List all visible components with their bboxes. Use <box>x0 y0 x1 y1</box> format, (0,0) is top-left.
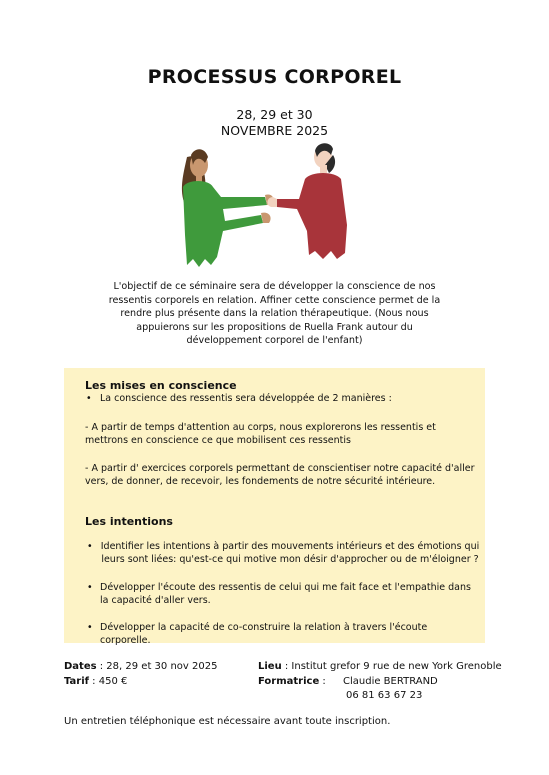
intro-paragraph: L'objectif de ce séminaire sera de développer la conscience de nos ressentis corporels en relation. Affiner cette conscience permet de la rendre plus présente dans la relation thérapeutique. (Nous nous appuierons sur les propositions de Ruella Frank autour du développement corporel de l'enfant) <box>108 281 441 346</box>
formatrice-info <box>258 675 326 688</box>
mises-para2: - A partir d' exercices corporels permettant de conscientiser notre capacité d'aller vers, de donner, de recevoir, les fondements de notre sécurité intérieure. <box>85 463 475 487</box>
section-heading-intentions: Les intentions <box>85 515 173 528</box>
lieu-info <box>258 660 502 673</box>
dates-label: Dates <box>64 661 97 672</box>
bullet-icon: • <box>86 393 92 404</box>
bullet-icon: • <box>87 622 93 633</box>
section-heading-mises: Les mises en conscience <box>85 379 237 392</box>
tarif-label: Tarif <box>64 676 89 687</box>
formatrice-label: Formatrice <box>258 676 320 687</box>
tarif-value: : 450 € <box>89 676 128 687</box>
footer-note: Un entretien téléphonique est nécessaire avant toute inscription. <box>64 716 391 727</box>
dates-info <box>64 660 217 673</box>
bullet-icon: • <box>87 582 93 593</box>
mises-line1: La conscience des ressentis sera développée de 2 manières : <box>100 393 392 404</box>
man-figure <box>267 143 347 259</box>
illustration-two-people <box>165 135 365 270</box>
lieu-label: Lieu <box>258 661 282 672</box>
formatrice-sep: : <box>319 676 326 687</box>
lieu-value: : Institut grefor 9 rue de new York Grenoble <box>281 661 502 672</box>
formatrice-phone: 06 81 63 67 23 <box>346 690 423 701</box>
page-title: PROCESSUS CORPOREL <box>147 66 402 88</box>
intention-item-2: Développer l'écoute des ressentis de celui qui me fait face et l'empathie dans la capacité d'aller vers. <box>100 582 471 606</box>
event-month: NOVEMBRE 2025 <box>220 123 329 138</box>
dates-value: : 28, 29 et 30 nov 2025 <box>96 661 218 672</box>
intention-item-3: Développer la capacité de co-construire la relation à travers l'écoute corporelle. <box>100 622 428 646</box>
formatrice-name: Claudie BERTRAND <box>343 676 438 687</box>
event-dates: 28, 29 et 30 <box>236 107 313 122</box>
intention-item-1: Identifier les intentions à partir des mouvements intérieurs et des émotions qui leurs sont liées: qu'est-ce qui motive mon désir d'approcher ou de m'éloigner ? <box>100 541 480 565</box>
woman-figure <box>182 149 274 267</box>
tarif-info <box>64 675 127 688</box>
mises-para1: - A partir de temps d'attention au corps, nous explorerons les ressentis et mettrons en conscience ce que mobilisent ces ressentis <box>85 422 436 446</box>
bullet-icon: • <box>87 541 93 552</box>
